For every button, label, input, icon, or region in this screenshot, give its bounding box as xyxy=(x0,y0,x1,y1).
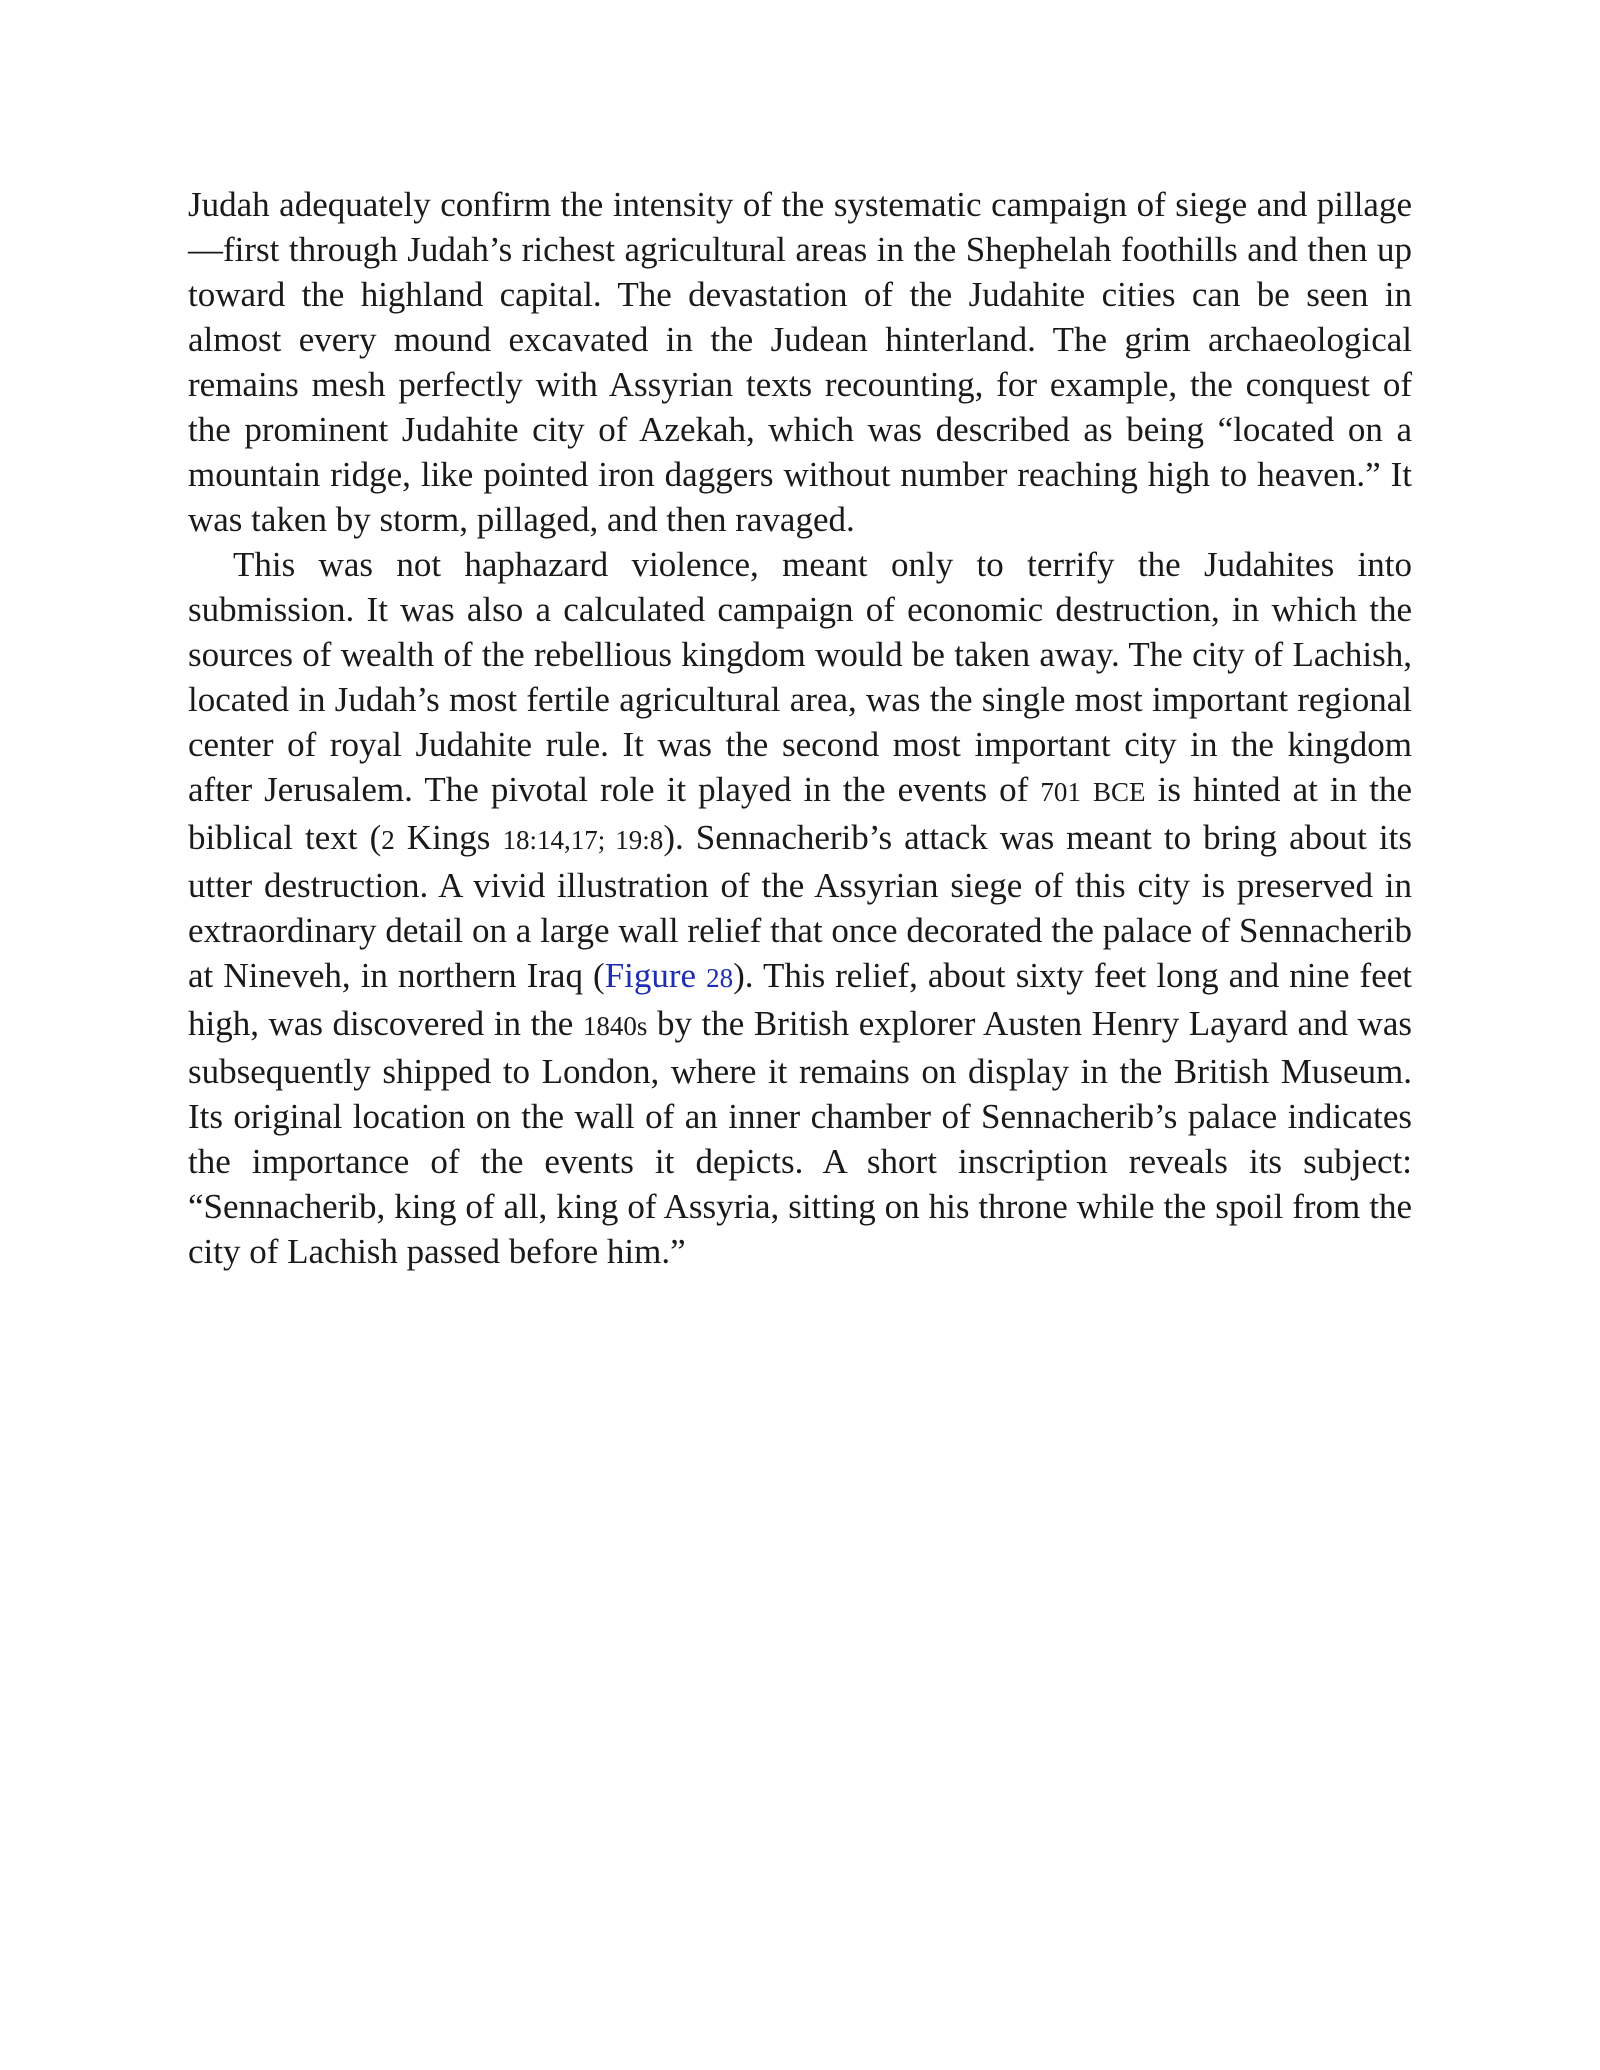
decade-1840s: 1840s xyxy=(582,1011,648,1041)
page-body xyxy=(188,182,1412,1274)
figure-link-word: Figure xyxy=(604,956,697,995)
figure-28-link[interactable] xyxy=(605,956,733,995)
figure-link-number: 28 xyxy=(706,963,734,993)
paragraph-2 xyxy=(188,542,1412,1274)
paragraph-1: Judah adequately confirm the intensity of the systematic campaign of siege and pillage—first through Judah’s richest agricultural areas in the Shephelah foothills and then up toward the highland capital. The devastation of the Judahite cities can be seen in almost every mound excavated in the Judean hinterland. The grim archaeological remains mesh perfectly with Assyrian texts recounting, for example, the conquest of the prominent Judahite city of Azekah, which was described as being “located on a mountain ridge, like pointed iron daggers without number reaching high to heaven.” It was taken by storm, pillaged, and then ravaged. xyxy=(188,185,1412,539)
bce-label: BCE xyxy=(1093,777,1146,807)
paragraph-2-text: is hinted at in the biblical text ( xyxy=(188,770,1413,857)
reference-verses: 18:14,17; 19:8 xyxy=(502,825,664,855)
paragraph-2-text: by the British explorer Austen Henry Layard and was subsequently shipped to London, where it remains on display in the British Museum. Its original location on the wall of an inner chamber of Sennacherib’s palace indicates the importance of the events it depicts. A short inscription reveals its subject: “Sennacherib, king of all, king of Assyria, sitting on his throne while the spoil from the city of Lachish passed before him.” xyxy=(188,1004,1412,1271)
paragraph-2-text: Kings xyxy=(394,818,503,857)
reference-book-number: 2 xyxy=(381,825,395,855)
year-701: 701 xyxy=(1040,777,1081,807)
paragraph-2-text: This was not haphazard violence, meant only to terrify the Judahites into submission. It was also a calculated campaign of economic destruction, in which the sources of wealth of the rebellious kingdom would be taken away. The city of Lachish, located in Judah’s most fertile agricultural area, was the single most important regional center of royal Judahite rule. It was the second most important city in the kingdom after Jerusalem. The pivotal role it played in the events of xyxy=(188,545,1412,809)
paragraph-2-text: ). This relief, about sixty feet long and nine feet high, was discovered in the xyxy=(188,956,1413,1043)
paragraph-2-text: ). Sennacherib’s attack was meant to bring about its utter destruction. A vivid illustration of the Assyrian siege of this city is preserved in extraordinary detail on a large wall relief that once decorated the palace of Sennacherib at Nineveh, in northern Iraq ( xyxy=(188,818,1412,995)
space xyxy=(1081,770,1093,809)
